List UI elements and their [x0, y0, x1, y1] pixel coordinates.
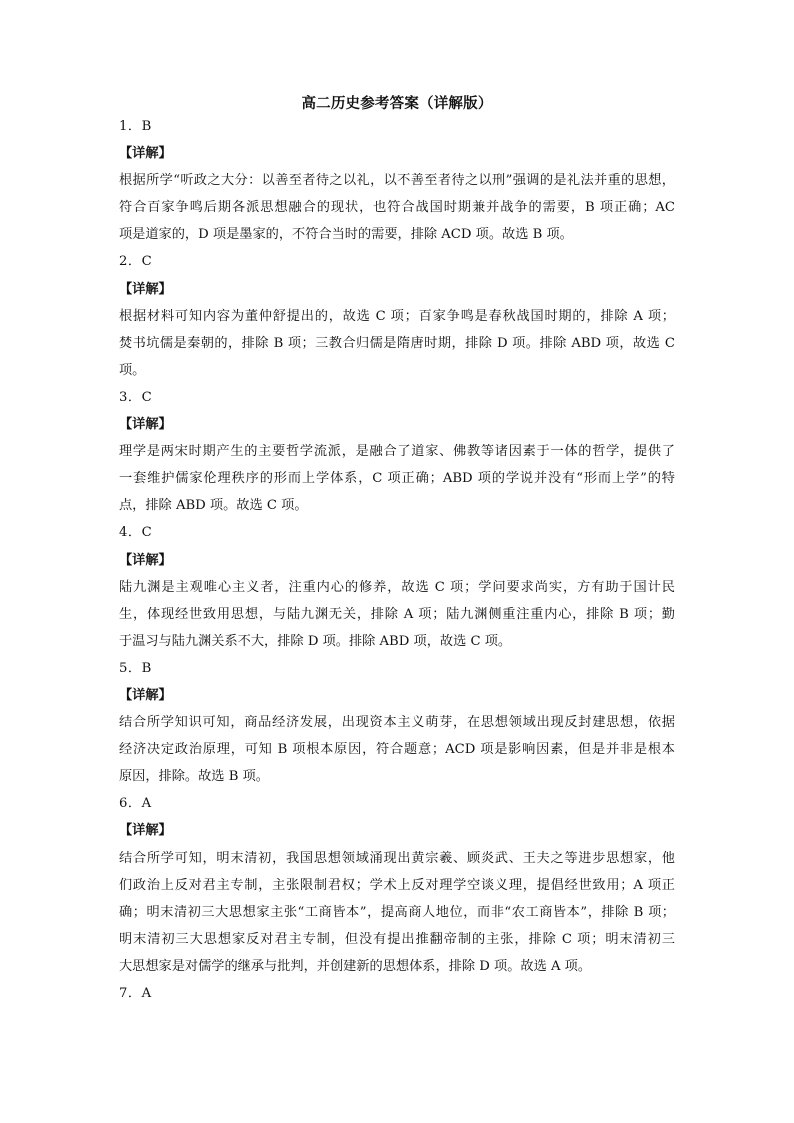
explanation-line: 符合百家争鸣后期各派思想融合的现状，也符合战国时期兼并战争的需要，B 项正确；AC	[119, 200, 675, 216]
explanation-paragraph	[119, 167, 675, 248]
question-number: 5．B	[119, 660, 152, 676]
question-number: 7．A	[119, 986, 152, 1001]
detail-label: 【详解】	[119, 687, 172, 703]
explanation-line: 理学是两宋时期产生的主要哲学流派，是融合了道家、佛教等诸因素于一体的哲学，提供了	[119, 444, 675, 460]
detail-label: 【详解】	[119, 146, 172, 162]
answer-block	[119, 790, 675, 980]
explanation-line: 确；明末清初三大思想家主张“工商皆本”，提高商人地位，而非“农工商皆本”，排除 B 项；	[119, 904, 675, 920]
answer-block	[119, 248, 675, 383]
explanation-line: 明末清初三大思想家反对君主专制，但没有提出推翻帝制的主张，排除 C 项；明末清初三	[119, 931, 675, 947]
explanation-line: 经济决定政治原理，可知 B 项根本原因，符合题意；ACD 项是影响因素，但是并非是根本	[119, 742, 675, 758]
detail-label: 【详解】	[119, 417, 172, 433]
explanation-line: 大思想家是对儒学的继承与批判，并创建新的思想体系，排除 D 项。故选 A 项。	[119, 958, 592, 974]
explanation-line: 们政治上反对君主专制，主张限制君权；学术上反对理学空谈义理，提倡经世致用；A 项正	[119, 877, 675, 893]
answer-block	[119, 655, 675, 790]
explanation-line: 一套维护儒家伦理秩序的形而上学体系，C 项正确；ABD 项的学说并没有“形而上学”的特	[119, 471, 675, 487]
answer-list	[119, 113, 675, 1007]
answer-block	[119, 980, 675, 1007]
explanation-line: 原因，排除。故选 B 项。	[119, 769, 269, 785]
explanation-line: 项。	[119, 362, 146, 378]
explanation-line: 生，体现经世致用思想，与陆九渊无关，排除 A 项；陆九渊侧重注重内心，排除 B 项；勤	[119, 606, 675, 622]
explanation-line: 点，排除 ABD 项。故选 C 项。	[119, 498, 308, 514]
detail-label: 【详解】	[119, 281, 172, 297]
page-title: 高二历史参考答案（详解版）	[301, 95, 493, 112]
answer-block	[119, 384, 675, 519]
explanation-line: 项是道家的，D 项是墨家的，不符合当时的需要，排除 ACD 项。故选 B 项。	[119, 227, 573, 243]
explanation-line: 结合所学知识可知，商品经济发展，出现资本主义萌芽，在思想领域出现反封建思想，依据	[119, 715, 675, 731]
explanation-line: 焚书坑儒是秦朝的，排除 B 项；三教合归儒是隋唐时期，排除 D 项。排除 ABD 项，故选 C	[119, 335, 675, 351]
explanation-paragraph	[119, 845, 675, 980]
question-number: 6．A	[119, 796, 152, 812]
explanation-paragraph	[119, 574, 675, 655]
explanation-line: 于温习与陆九渊关系不大，排除 D 项。排除 ABD 项，故选 C 项。	[119, 633, 512, 649]
answer-block	[119, 519, 675, 654]
question-number: 2．C	[119, 254, 153, 270]
detail-label: 【详解】	[119, 823, 172, 839]
detail-label: 【详解】	[119, 552, 172, 568]
explanation-line: 陆九渊是主观唯心主义者，注重内心的修养，故选 C 项；学问要求尚实，方有助于国计民	[119, 579, 675, 595]
question-number: 4．C	[119, 525, 153, 541]
explanation-line: 结合所学可知，明末清初，我国思想领域涌现出黄宗羲、顾炎武、王夫之等进步思想家，他	[119, 850, 675, 866]
explanation-paragraph	[119, 438, 675, 519]
answer-block	[119, 113, 675, 248]
question-number: 3．C	[119, 389, 153, 405]
explanation-line: 根据材料可知内容为董仲舒提出的，故选 C 项；百家争鸣是春秋战国时期的，排除 A 项；	[119, 308, 675, 324]
explanation-line: 根据所学“听政之大分：以善至者待之以礼，以不善至者待之以刑”强调的是礼法并重的思想，	[119, 173, 675, 189]
question-number: 1．B	[119, 119, 152, 134]
explanation-paragraph	[119, 709, 675, 790]
explanation-paragraph	[119, 303, 675, 384]
